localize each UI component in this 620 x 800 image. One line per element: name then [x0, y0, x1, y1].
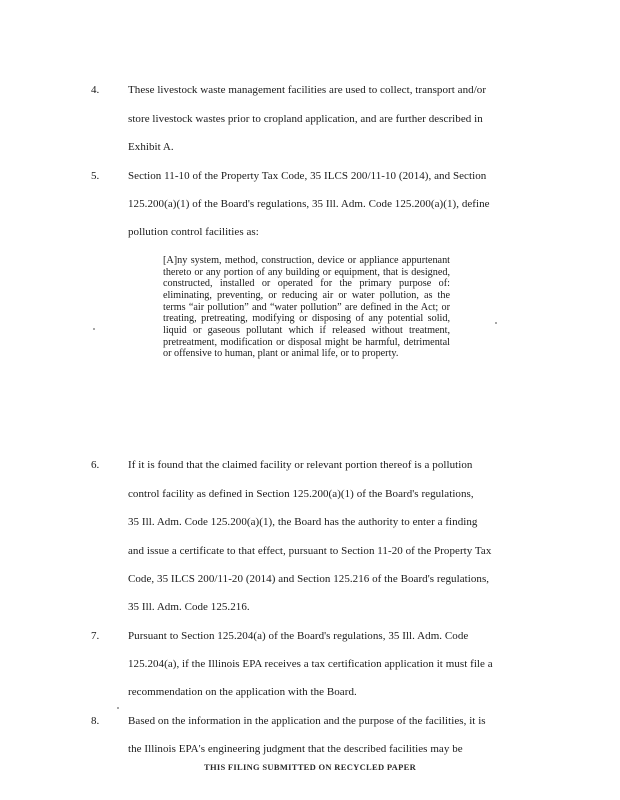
paragraph-line: Exhibit A.: [128, 141, 174, 153]
block-quote: [A]ny system, method, construction, device or appliance appurtenant thereto or any portion of any building or equipment, that is designed, constructed, installed or operated for the primary purpose of: eliminating, preventing, or reducing air or water pollution, as the terms “air pollution” and “water pollution” are defined in the Act; or treating, pretreating, modifying or disposing of any potential solid, liquid or gaseous pollutant which if released without treatment, pretreatment, modification or disposal might be harmful, detrimental or offensive to human, plant or animal life, or to property.: [163, 255, 450, 360]
paragraph-line: Code, 35 ILCS 200/11-20 (2014) and Section 125.216 of the Board's regulations,: [128, 573, 490, 585]
paragraph-line: Based on the information in the application and the purpose of the facilities, it is: [128, 715, 486, 727]
scan-speck: [117, 707, 119, 709]
page-footer: THIS FILING SUBMITTED ON RECYCLED PAPER: [203, 762, 417, 772]
paragraph-number: 8.: [91, 715, 100, 727]
paragraph-line: and issue a certificate to that effect, pursuant to Section 11-20 of the Property Tax: [128, 545, 492, 557]
paragraph-number: 7.: [91, 630, 100, 642]
paragraph-number: 5.: [91, 170, 100, 182]
paragraph-line: 35 Ill. Adm. Code 125.200(a)(1), the Board has the authority to enter a finding: [128, 516, 478, 528]
paragraph-line: If it is found that the claimed facility or relevant portion thereof is a pollution: [128, 459, 473, 471]
paragraph-line: 125.200(a)(1) of the Board's regulations, 35 Ill. Adm. Code 125.200(a)(1), define: [128, 198, 490, 210]
paragraph-line: pollution control facilities as:: [128, 226, 259, 238]
paragraph-line: recommendation on the application with the Board.: [128, 686, 357, 698]
paragraph-line: Section 11-10 of the Property Tax Code, 35 ILCS 200/11-10 (2014), and Section: [128, 170, 487, 182]
paragraph-line: Pursuant to Section 125.204(a) of the Board's regulations, 35 Ill. Adm. Code: [128, 630, 469, 642]
paragraph-line: control facility as defined in Section 125.200(a)(1) of the Board's regulations,: [128, 488, 474, 500]
paragraph-line: These livestock waste management facilities are used to collect, transport and/or: [128, 84, 487, 96]
paragraph-line: 35 Ill. Adm. Code 125.216.: [128, 601, 250, 613]
paragraph-number: 6.: [91, 459, 100, 471]
paragraph-number: 4.: [91, 84, 100, 96]
paragraph-line: the Illinois EPA's engineering judgment that the described facilities may be: [128, 743, 463, 755]
paragraph-line: store livestock wastes prior to cropland application, and are further described in: [128, 113, 483, 125]
scan-speck: [93, 328, 95, 330]
scan-speck: [495, 322, 497, 324]
paragraph-line: 125.204(a), if the Illinois EPA receives a tax certification application it must file a: [128, 658, 493, 670]
